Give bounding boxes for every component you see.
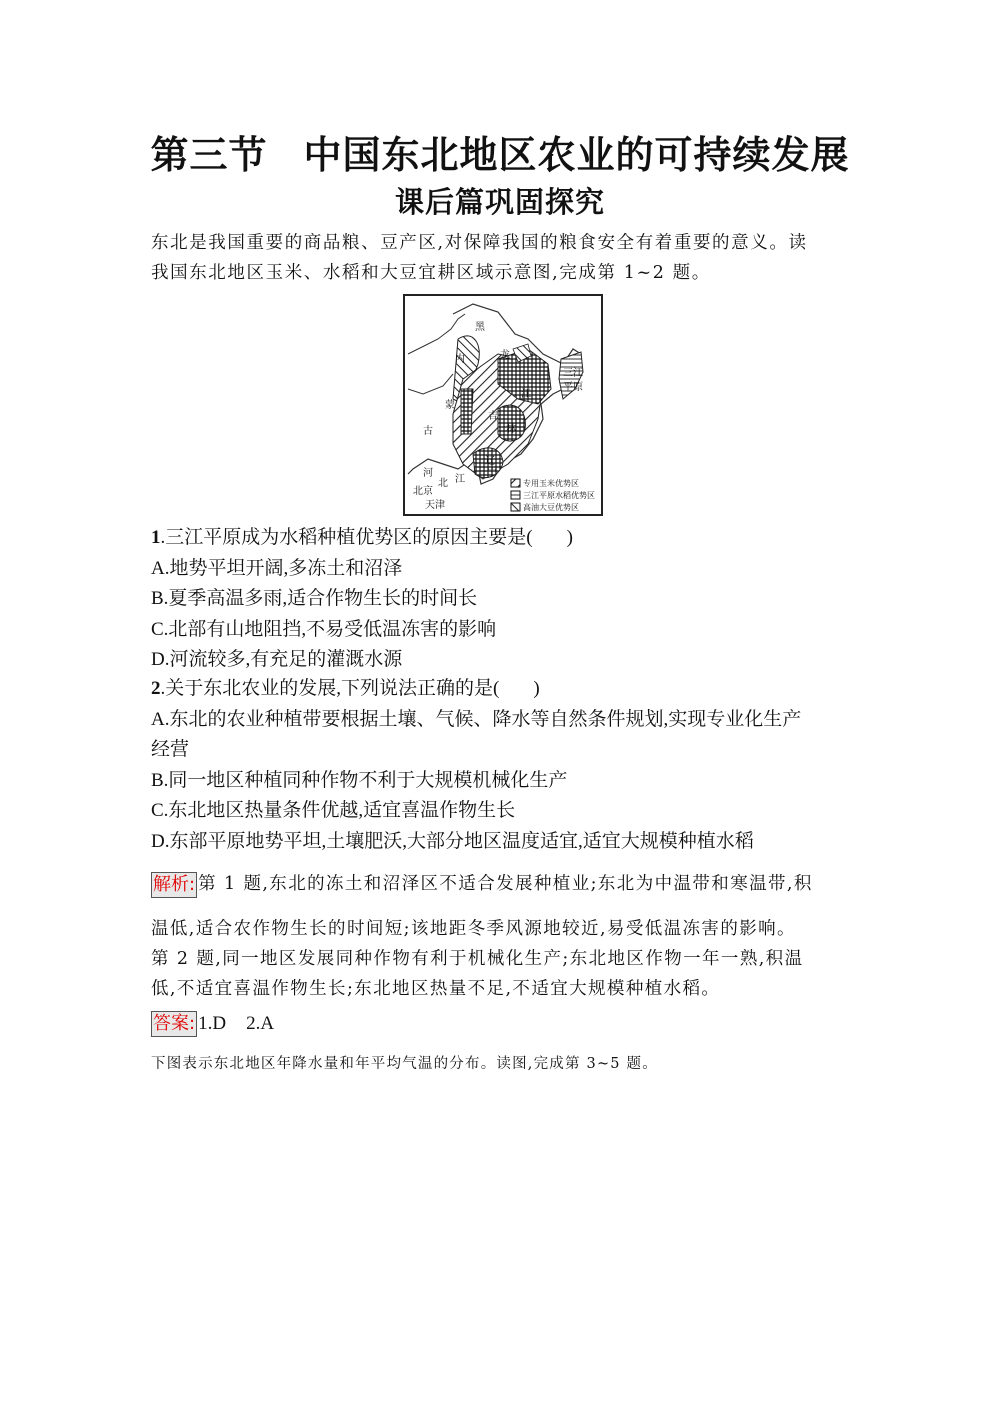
next-questions-intro: 下图表示东北地区年降水量和年平均气温的分布。读图,完成第 3~5 题。 [151,1056,658,1072]
option-d: D.东部平原地势平坦,土壤肥沃,大部分地区温度适宜,适宜大规模种植水稻 [151,830,754,852]
map-label: 宁 [487,468,497,479]
northeast-china-crop-map [403,294,603,516]
map-label: 江 [455,474,465,485]
analysis-line: 低,不适宜喜温作物生长;东北地区热量不足,不适宜大规模种植水稻。 [151,979,721,999]
page-subtitle: 课后篇巩固探究 [394,185,605,219]
map-label: 蒙 [445,400,455,411]
svg-text:专用玉米优势区: 专用玉米优势区 [523,479,579,488]
question-number: 2 [151,678,161,699]
answer-tag: 答案: [151,1011,197,1037]
map-label: 北京 [413,486,433,497]
map-label: 黑 [475,322,485,333]
map-label: 辽 [485,456,495,467]
question-2 [151,674,861,857]
analysis-tag: 解析: [151,872,197,898]
intro-line: 东北是我国重要的商品粮、豆产区,对保障我国的粮食安全有着重要的意义。读 [151,233,808,253]
analysis-line: 温低,适合农作物生长的时间短;该地距冬季风源地较近,易受低温冻害的影响。 [151,919,796,939]
map-label: 古 [423,426,433,437]
svg-text:三江平原水稻优势区: 三江平原水稻优势区 [523,491,595,500]
analysis-section [151,866,856,1004]
option-a-continued: 经营 [151,739,190,760]
answer-2: 2.A [246,1013,275,1034]
section-number: 第三节 [150,133,268,177]
map-label: 吉 [488,411,498,422]
question-stem: 2.关于东北农业的发展,下列说法正确的是( ) [151,678,540,699]
intro-line: 我国东北地区玉米、水稻和大豆宜耕区域示意图,完成第 1~2 题。 [151,263,711,283]
map-label: 北 [438,478,448,489]
map-label: 龙 [500,350,510,361]
question-stem: 1.三江平原成为水稻种植优势区的原因主要是( ) [151,527,573,548]
svg-text:高油大豆优势区: 高油大豆优势区 [523,503,579,512]
option-b: B.同一地区种植同种作物不利于大规模机械化生产 [151,769,568,791]
option-c: C.东北地区热量条件优越,适宜喜温作物生长 [151,800,516,821]
map-label: 江 [521,389,531,400]
intro-paragraph [151,228,851,288]
option-b: B.夏季高温多雨,适合作物生长的时间长 [151,588,478,609]
question-1 [151,523,861,676]
map-label: 平原 [563,382,583,393]
answer-section [151,1011,274,1037]
analysis-line: 第 2 题,同一地区发展同种作物有利于机械化生产;东北地区作物一年一熟,积温 [151,949,804,969]
map-label: 三江 [563,368,583,379]
option-c: C.北部有山地阻挡,不易受低温冻害的影响 [151,618,497,640]
option-a: A.地势平坦开阔,多冻土和沼泽 [151,557,403,579]
option-d: D.河流较多,有充足的灌溉水源 [151,649,403,670]
map-label: 林 [506,424,516,435]
map-label: 内 [455,354,465,365]
option-a: A.东北的农业种植带要根据土壤、气候、降水等自然条件规划,实现专业化生产 [151,708,802,730]
page-title [0,124,1000,179]
map-label: 天津 [425,500,445,511]
question-number: 1 [151,527,161,548]
map-label: 河 [423,468,433,479]
section-title: 中国东北地区农业的可持续发展 [303,133,850,177]
answer-1: 1.D [198,1013,227,1034]
analysis-line: 第 1 题,东北的冻土和沼泽区不适合发展种植业;东北为中温带和寒温带,积 [198,874,813,894]
